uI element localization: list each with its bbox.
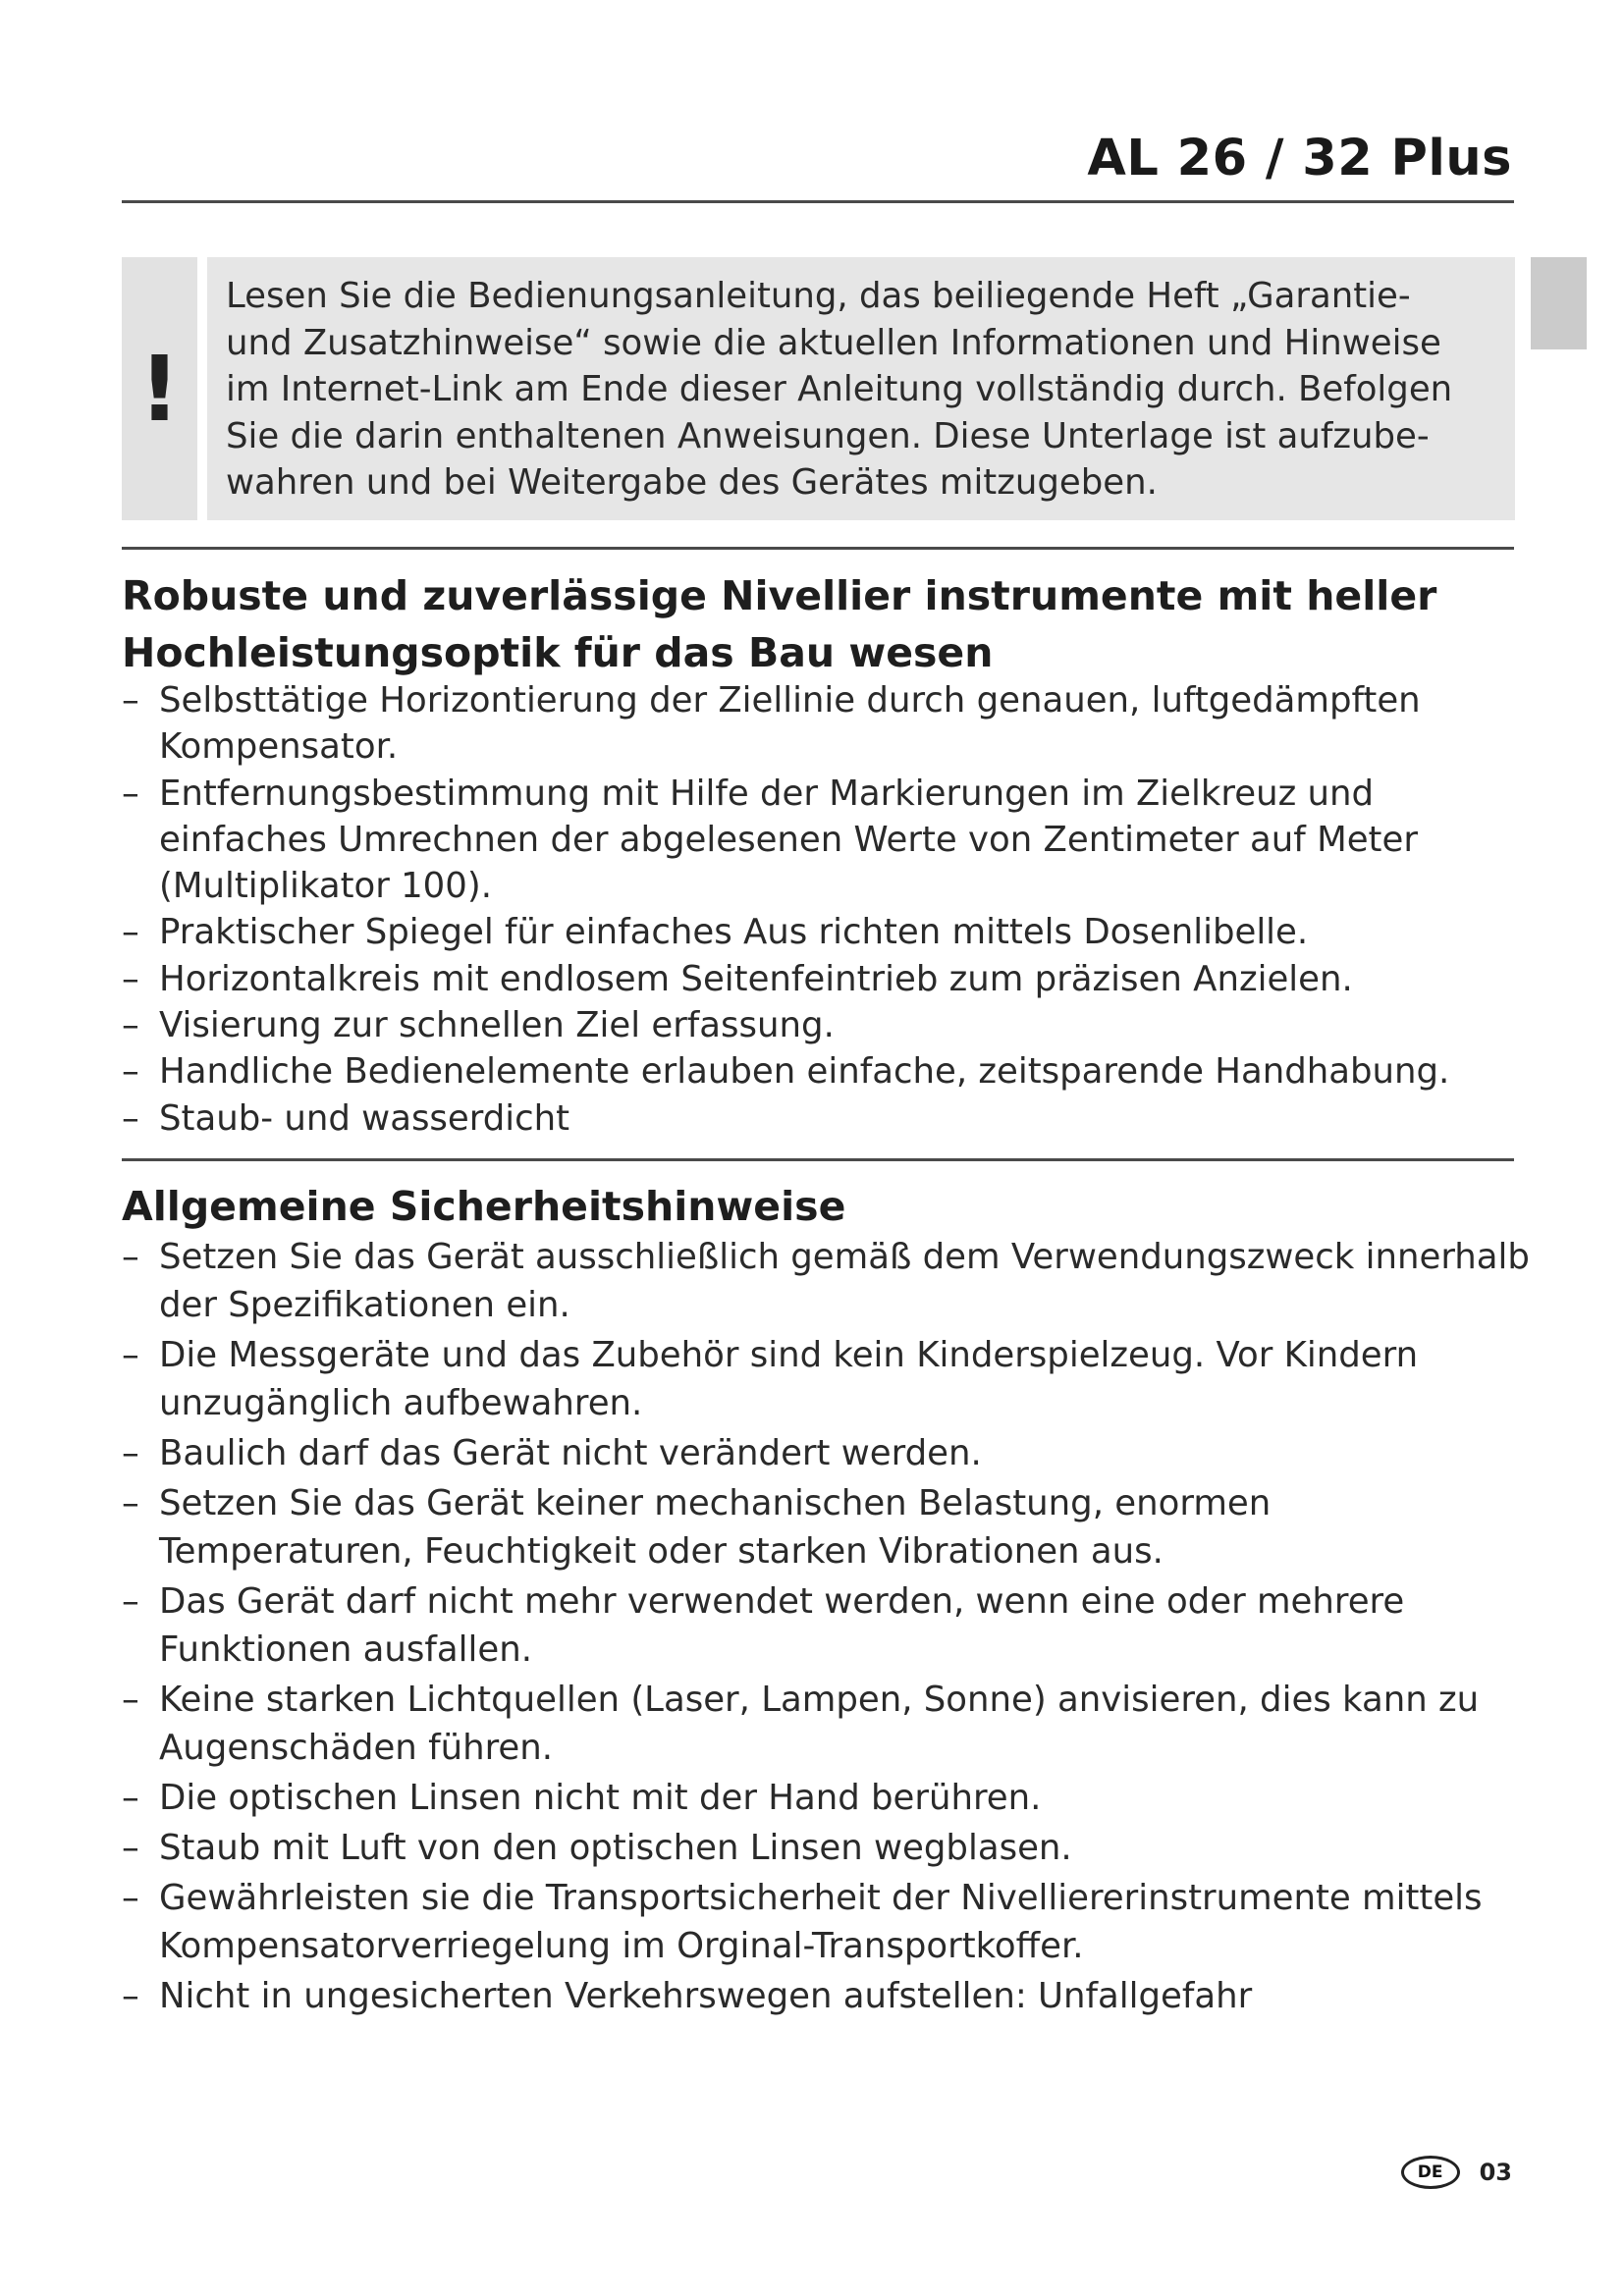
page-number: 03: [1479, 2159, 1512, 2186]
dash-marker: –: [122, 1005, 139, 1046]
dash-marker: –: [122, 1680, 139, 1720]
section-divider: [122, 547, 1514, 550]
dash-marker: –: [122, 1828, 139, 1868]
dash-marker: –: [122, 680, 139, 721]
list-item: – Baulich darf das Gerät nicht verändert werden.: [122, 1429, 1536, 1477]
dash-marker: –: [122, 1335, 139, 1375]
list-item: – Staub- und wasserdicht: [122, 1095, 1536, 1142]
list-item: – Nicht in ungesicherten Verkehrswegen aufstellen: Unfallgefahr: [122, 1972, 1536, 2020]
dash-marker: –: [122, 1433, 139, 1473]
list-item: – Setzen Sie das Gerät ausschließlich gemäß dem Verwendungszweck innerhalb der Spezifikationen ein.: [122, 1233, 1536, 1329]
dash-marker: –: [122, 1237, 139, 1277]
notice-line: und Zusatzhinweise“ sowie die aktuellen Informationen und Hinweise: [226, 322, 1441, 363]
section-heading-features: [122, 567, 1516, 681]
list-item: – Das Gerät darf nicht mehr verwendet werden, wenn eine oder mehrere Funktionen ausfallen.: [122, 1577, 1536, 1674]
list-item: – Staub mit Luft von den optischen Linsen wegblasen.: [122, 1824, 1536, 1872]
heading-line: Robuste und zuverlässige Nivellier instrumente mit heller: [122, 572, 1437, 619]
notice-text: [226, 273, 1495, 507]
list-item: – Visierung zur schnellen Ziel erfassung.: [122, 1002, 1536, 1048]
section-tab-marker: [1531, 257, 1587, 349]
heading-line: Hochleistungsoptik für das Bau wesen: [122, 629, 994, 676]
list-item: – Horizontalkreis mit endlosem Seitenfeintrieb zum präzisen Anzielen.: [122, 956, 1536, 1002]
notice-line: wahren und bei Weitergabe des Gerätes mitzugeben.: [226, 462, 1158, 503]
list-item: – Die Messgeräte und das Zubehör sind kein Kinderspielzeug. Vor Kindern unzugänglich aufbewahren.: [122, 1331, 1536, 1427]
list-item: – Die optischen Linsen nicht mit der Hand berühren.: [122, 1774, 1536, 1822]
dash-marker: –: [122, 1976, 139, 2016]
dash-marker: –: [122, 1878, 139, 1918]
list-item: – Gewährleisten sie die Transportsicherheit der Nivelliererinstrumente mittels Kompensatorverriegelung im Orginal-Transportkoffer.: [122, 1874, 1536, 1970]
notice-line: im Internet-Link am Ende dieser Anleitung vollständig durch. Befolgen: [226, 369, 1453, 409]
notice-line: Lesen Sie die Bedienungsanleitung, das beiliegende Heft „Garantie-: [226, 276, 1411, 316]
header-rule: [122, 200, 1514, 203]
warning-exclamation-icon: !: [122, 257, 197, 520]
dash-marker: –: [122, 1778, 139, 1818]
dash-marker: –: [122, 1051, 139, 1093]
list-item: – Entfernungsbestimmung mit Hilfe der Markierungen im Zielkreuz und einfaches Umrechnen der abgelesenen Werte von Zentimeter auf Meter (Multiplikator 100).: [122, 771, 1536, 910]
page-footer: [1401, 2156, 1512, 2189]
list-item: – Setzen Sie das Gerät keiner mechanischen Belastung, enormen Temperaturen, Feuchtigkeit oder starken Vibrationen aus.: [122, 1479, 1536, 1575]
section-heading-safety: [122, 1178, 1516, 1235]
list-item: – Praktischer Spiegel für einfaches Aus richten mittels Dosenlibelle.: [122, 909, 1536, 955]
heading-line: Allgemeine Sicherheitshinweise: [122, 1183, 846, 1230]
feature-list: [122, 677, 1536, 1142]
dash-marker: –: [122, 1581, 139, 1622]
dash-marker: –: [122, 958, 139, 999]
list-item: – Keine starken Lichtquellen (Laser, Lampen, Sonne) anvisieren, dies kann zu Augenschäden führen.: [122, 1676, 1536, 1772]
notice-box: [207, 257, 1515, 520]
section-divider: [122, 1158, 1514, 1161]
language-badge: DE: [1401, 2156, 1460, 2189]
dash-marker: –: [122, 1097, 139, 1139]
dash-marker: –: [122, 773, 139, 814]
notice-line: Sie die darin enthaltenen Anweisungen. Diese Unterlage ist aufzube-: [226, 415, 1430, 456]
dash-marker: –: [122, 912, 139, 953]
page-title: AL 26 / 32 Plus: [1087, 130, 1512, 187]
safety-list: [122, 1233, 1536, 2022]
dash-marker: –: [122, 1483, 139, 1523]
list-item: – Selbsttätige Horizontierung der Ziellinie durch genauen, luftgedämpften Kompensator.: [122, 677, 1536, 771]
list-item: – Handliche Bedienelemente erlauben einfache, zeitsparende Handhabung.: [122, 1048, 1536, 1095]
